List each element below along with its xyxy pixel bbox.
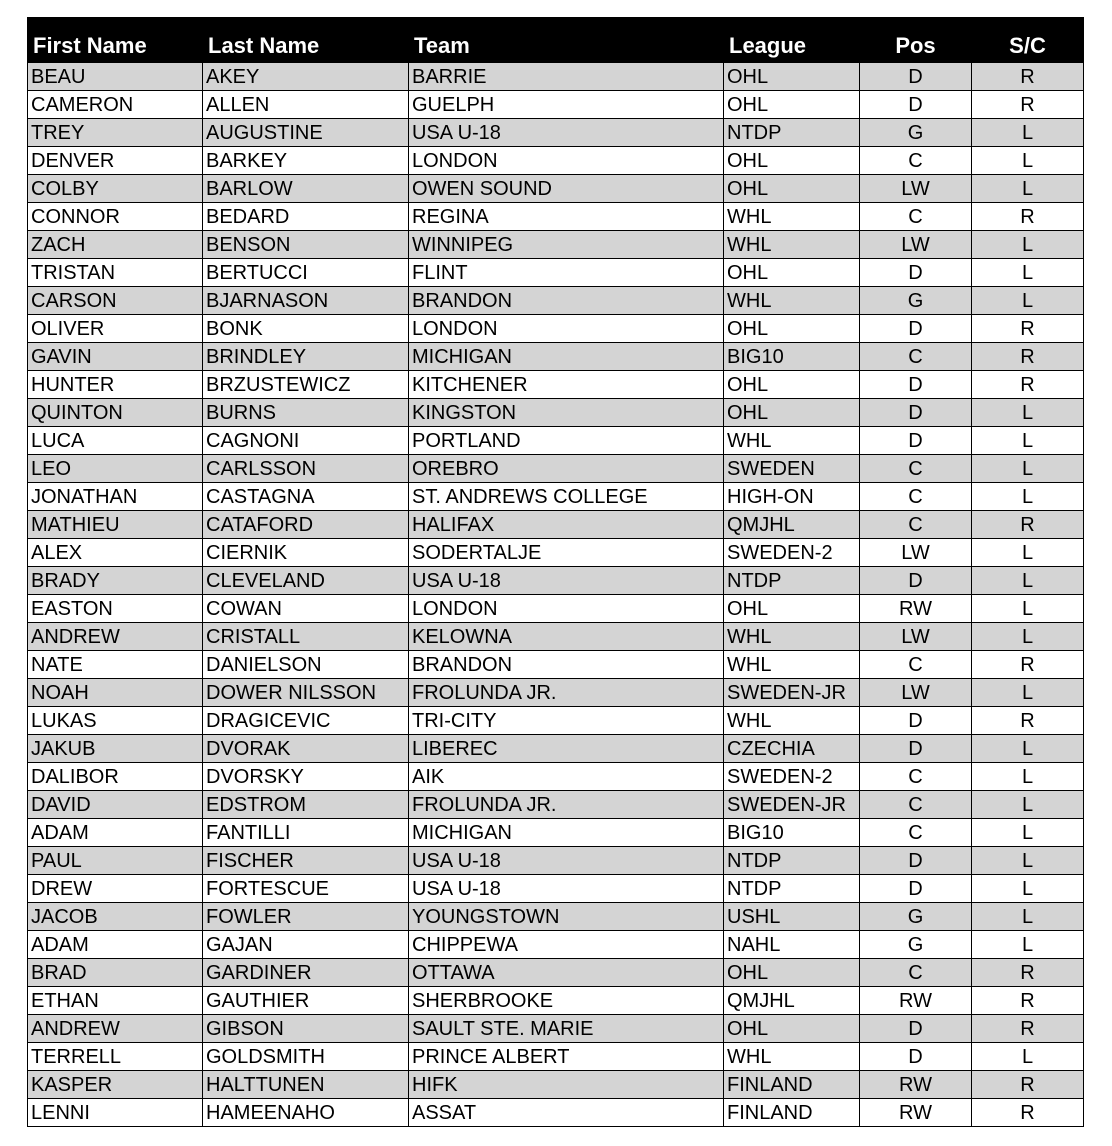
cell-team: PRINCE ALBERT — [409, 1043, 724, 1071]
cell-shoots-catches: R — [972, 1015, 1084, 1043]
table-row — [28, 1015, 1084, 1043]
table-row — [28, 791, 1084, 819]
cell-pos: D — [860, 91, 972, 119]
cell-first-name: NOAH — [28, 679, 203, 707]
cell-team: USA U-18 — [409, 567, 724, 595]
table-row — [28, 427, 1084, 455]
table-header — [28, 18, 1084, 63]
cell-league: WHL — [724, 427, 860, 455]
header-shoots-catches: S/C — [972, 18, 1084, 63]
cell-first-name: JACOB — [28, 903, 203, 931]
cell-team: MICHIGAN — [409, 343, 724, 371]
cell-last-name: BERTUCCI — [203, 259, 409, 287]
cell-last-name: DRAGICEVIC — [203, 707, 409, 735]
cell-pos: LW — [860, 679, 972, 707]
cell-shoots-catches: L — [972, 819, 1084, 847]
cell-last-name: BARLOW — [203, 175, 409, 203]
cell-team: HALIFAX — [409, 511, 724, 539]
cell-league: NTDP — [724, 119, 860, 147]
table-row — [28, 595, 1084, 623]
cell-first-name: PAUL — [28, 847, 203, 875]
cell-first-name: BRAD — [28, 959, 203, 987]
cell-team: USA U-18 — [409, 875, 724, 903]
table-row — [28, 147, 1084, 175]
table-row — [28, 315, 1084, 343]
cell-first-name: ETHAN — [28, 987, 203, 1015]
cell-pos: C — [860, 959, 972, 987]
cell-last-name: BONK — [203, 315, 409, 343]
table-row — [28, 623, 1084, 651]
cell-first-name: DREW — [28, 875, 203, 903]
cell-team: KITCHENER — [409, 371, 724, 399]
cell-league: BIG10 — [724, 819, 860, 847]
cell-team: OREBRO — [409, 455, 724, 483]
cell-first-name: OLIVER — [28, 315, 203, 343]
cell-team: KINGSTON — [409, 399, 724, 427]
table-row — [28, 483, 1084, 511]
cell-shoots-catches: L — [972, 539, 1084, 567]
cell-pos: RW — [860, 1071, 972, 1099]
cell-pos: G — [860, 931, 972, 959]
header-first-name: First Name — [28, 18, 203, 63]
cell-first-name: KASPER — [28, 1071, 203, 1099]
cell-last-name: DVORAK — [203, 735, 409, 763]
cell-team: LIBEREC — [409, 735, 724, 763]
cell-first-name: TRISTAN — [28, 259, 203, 287]
cell-league: OHL — [724, 147, 860, 175]
cell-shoots-catches: L — [972, 231, 1084, 259]
cell-team: BRANDON — [409, 287, 724, 315]
table-body — [28, 63, 1084, 1127]
cell-shoots-catches: L — [972, 287, 1084, 315]
cell-last-name: BJARNASON — [203, 287, 409, 315]
cell-league: WHL — [724, 1043, 860, 1071]
cell-pos: C — [860, 651, 972, 679]
cell-last-name: ALLEN — [203, 91, 409, 119]
table-row — [28, 455, 1084, 483]
cell-shoots-catches: R — [972, 343, 1084, 371]
cell-shoots-catches: R — [972, 371, 1084, 399]
cell-first-name: DALIBOR — [28, 763, 203, 791]
cell-last-name: BARKEY — [203, 147, 409, 175]
cell-pos: D — [860, 707, 972, 735]
table-row — [28, 203, 1084, 231]
cell-team: TRI-CITY — [409, 707, 724, 735]
cell-league: OHL — [724, 959, 860, 987]
cell-shoots-catches: R — [972, 959, 1084, 987]
table-row — [28, 819, 1084, 847]
cell-last-name: DOWER NILSSON — [203, 679, 409, 707]
cell-pos: D — [860, 259, 972, 287]
cell-first-name: QUINTON — [28, 399, 203, 427]
header-row — [28, 18, 1084, 63]
header-league: League — [724, 18, 860, 63]
cell-shoots-catches: L — [972, 763, 1084, 791]
cell-first-name: ADAM — [28, 819, 203, 847]
cell-shoots-catches: R — [972, 1099, 1084, 1127]
cell-pos: LW — [860, 175, 972, 203]
cell-first-name: DENVER — [28, 147, 203, 175]
table-row — [28, 91, 1084, 119]
cell-team: OTTAWA — [409, 959, 724, 987]
cell-shoots-catches: R — [972, 707, 1084, 735]
cell-first-name: CAMERON — [28, 91, 203, 119]
cell-league: NTDP — [724, 567, 860, 595]
cell-team: FROLUNDA JR. — [409, 679, 724, 707]
cell-team: LONDON — [409, 315, 724, 343]
cell-last-name: BENSON — [203, 231, 409, 259]
cell-first-name: BEAU — [28, 63, 203, 91]
cell-pos: C — [860, 763, 972, 791]
cell-first-name: LENNI — [28, 1099, 203, 1127]
cell-shoots-catches: L — [972, 567, 1084, 595]
cell-league: QMJHL — [724, 987, 860, 1015]
cell-league: OHL — [724, 595, 860, 623]
cell-pos: LW — [860, 623, 972, 651]
cell-league: USHL — [724, 903, 860, 931]
cell-shoots-catches: R — [972, 987, 1084, 1015]
cell-last-name: DANIELSON — [203, 651, 409, 679]
cell-shoots-catches: R — [972, 1071, 1084, 1099]
cell-team: LONDON — [409, 595, 724, 623]
cell-pos: RW — [860, 1099, 972, 1127]
cell-team: SAULT STE. MARIE — [409, 1015, 724, 1043]
cell-team: AIK — [409, 763, 724, 791]
cell-league: SWEDEN-JR — [724, 679, 860, 707]
table-row — [28, 1043, 1084, 1071]
table-row — [28, 539, 1084, 567]
cell-team: OWEN SOUND — [409, 175, 724, 203]
cell-team: PORTLAND — [409, 427, 724, 455]
cell-league: SWEDEN — [724, 455, 860, 483]
cell-shoots-catches: L — [972, 595, 1084, 623]
cell-team: ST. ANDREWS COLLEGE — [409, 483, 724, 511]
cell-first-name: ANDREW — [28, 1015, 203, 1043]
table-row — [28, 1071, 1084, 1099]
cell-pos: C — [860, 819, 972, 847]
cell-shoots-catches: R — [972, 315, 1084, 343]
table-row — [28, 259, 1084, 287]
cell-shoots-catches: L — [972, 735, 1084, 763]
cell-league: NTDP — [724, 875, 860, 903]
table-row — [28, 371, 1084, 399]
cell-first-name: MATHIEU — [28, 511, 203, 539]
cell-shoots-catches: L — [972, 791, 1084, 819]
cell-pos: C — [860, 483, 972, 511]
cell-last-name: CAGNONI — [203, 427, 409, 455]
cell-team: REGINA — [409, 203, 724, 231]
cell-shoots-catches: L — [972, 175, 1084, 203]
cell-league: FINLAND — [724, 1099, 860, 1127]
cell-shoots-catches: L — [972, 259, 1084, 287]
cell-league: SWEDEN-2 — [724, 763, 860, 791]
cell-pos: D — [860, 735, 972, 763]
cell-first-name: CONNOR — [28, 203, 203, 231]
cell-pos: D — [860, 371, 972, 399]
cell-pos: C — [860, 791, 972, 819]
cell-first-name: ZACH — [28, 231, 203, 259]
cell-last-name: CRISTALL — [203, 623, 409, 651]
cell-league: OHL — [724, 399, 860, 427]
cell-league: OHL — [724, 175, 860, 203]
cell-pos: D — [860, 315, 972, 343]
cell-pos: RW — [860, 987, 972, 1015]
cell-team: KELOWNA — [409, 623, 724, 651]
cell-league: WHL — [724, 707, 860, 735]
cell-team: MICHIGAN — [409, 819, 724, 847]
cell-last-name: GOLDSMITH — [203, 1043, 409, 1071]
header-team: Team — [409, 18, 724, 63]
cell-pos: C — [860, 203, 972, 231]
cell-league: CZECHIA — [724, 735, 860, 763]
cell-shoots-catches: L — [972, 623, 1084, 651]
cell-shoots-catches: L — [972, 679, 1084, 707]
cell-last-name: GARDINER — [203, 959, 409, 987]
cell-last-name: BRINDLEY — [203, 343, 409, 371]
table-row — [28, 679, 1084, 707]
table-row — [28, 567, 1084, 595]
header-last-name: Last Name — [203, 18, 409, 63]
cell-team: BRANDON — [409, 651, 724, 679]
cell-last-name: CASTAGNA — [203, 483, 409, 511]
cell-team: ASSAT — [409, 1099, 724, 1127]
cell-pos: D — [860, 1043, 972, 1071]
cell-pos: G — [860, 903, 972, 931]
cell-first-name: LEO — [28, 455, 203, 483]
cell-last-name: COWAN — [203, 595, 409, 623]
cell-last-name: CIERNIK — [203, 539, 409, 567]
cell-shoots-catches: R — [972, 63, 1084, 91]
cell-league: OHL — [724, 1015, 860, 1043]
cell-shoots-catches: L — [972, 1043, 1084, 1071]
cell-league: FINLAND — [724, 1071, 860, 1099]
cell-first-name: EASTON — [28, 595, 203, 623]
cell-first-name: HUNTER — [28, 371, 203, 399]
cell-first-name: COLBY — [28, 175, 203, 203]
table-row — [28, 287, 1084, 315]
cell-team: GUELPH — [409, 91, 724, 119]
cell-last-name: AUGUSTINE — [203, 119, 409, 147]
roster-sheet — [27, 17, 1084, 1127]
cell-league: WHL — [724, 623, 860, 651]
cell-league: OHL — [724, 315, 860, 343]
cell-shoots-catches: L — [972, 147, 1084, 175]
cell-first-name: TERRELL — [28, 1043, 203, 1071]
cell-first-name: DAVID — [28, 791, 203, 819]
cell-team: HIFK — [409, 1071, 724, 1099]
cell-shoots-catches: L — [972, 119, 1084, 147]
cell-last-name: FISCHER — [203, 847, 409, 875]
cell-pos: D — [860, 875, 972, 903]
cell-pos: D — [860, 567, 972, 595]
cell-pos: RW — [860, 595, 972, 623]
cell-first-name: TREY — [28, 119, 203, 147]
cell-league: OHL — [724, 371, 860, 399]
cell-last-name: BEDARD — [203, 203, 409, 231]
cell-league: WHL — [724, 231, 860, 259]
cell-pos: C — [860, 343, 972, 371]
cell-shoots-catches: L — [972, 399, 1084, 427]
header-pos: Pos — [860, 18, 972, 63]
cell-last-name: DVORSKY — [203, 763, 409, 791]
cell-team: BARRIE — [409, 63, 724, 91]
cell-last-name: BURNS — [203, 399, 409, 427]
cell-last-name: CLEVELAND — [203, 567, 409, 595]
cell-first-name: LUCA — [28, 427, 203, 455]
cell-league: NAHL — [724, 931, 860, 959]
table-row — [28, 875, 1084, 903]
cell-pos: D — [860, 399, 972, 427]
cell-league: OHL — [724, 63, 860, 91]
cell-last-name: CATAFORD — [203, 511, 409, 539]
cell-first-name: GAVIN — [28, 343, 203, 371]
cell-last-name: HALTTUNEN — [203, 1071, 409, 1099]
cell-shoots-catches: L — [972, 455, 1084, 483]
cell-shoots-catches: L — [972, 875, 1084, 903]
cell-shoots-catches: L — [972, 483, 1084, 511]
cell-league: SWEDEN-2 — [724, 539, 860, 567]
table-row — [28, 511, 1084, 539]
table-row — [28, 63, 1084, 91]
cell-shoots-catches: R — [972, 203, 1084, 231]
table-row — [28, 763, 1084, 791]
cell-pos: D — [860, 63, 972, 91]
table-row — [28, 735, 1084, 763]
cell-last-name: FORTESCUE — [203, 875, 409, 903]
cell-last-name: GAJAN — [203, 931, 409, 959]
cell-first-name: JONATHAN — [28, 483, 203, 511]
cell-last-name: GAUTHIER — [203, 987, 409, 1015]
cell-team: USA U-18 — [409, 847, 724, 875]
roster-table — [27, 17, 1084, 1127]
cell-last-name: HAMEENAHO — [203, 1099, 409, 1127]
cell-last-name: FOWLER — [203, 903, 409, 931]
cell-league: WHL — [724, 203, 860, 231]
table-row — [28, 651, 1084, 679]
cell-team: YOUNGSTOWN — [409, 903, 724, 931]
cell-league: SWEDEN-JR — [724, 791, 860, 819]
cell-league: WHL — [724, 287, 860, 315]
cell-league: OHL — [724, 259, 860, 287]
cell-league: NTDP — [724, 847, 860, 875]
cell-pos: LW — [860, 231, 972, 259]
table-row — [28, 847, 1084, 875]
cell-team: FROLUNDA JR. — [409, 791, 724, 819]
cell-pos: G — [860, 119, 972, 147]
cell-pos: C — [860, 147, 972, 175]
cell-team: WINNIPEG — [409, 231, 724, 259]
cell-shoots-catches: L — [972, 427, 1084, 455]
cell-league: HIGH-ON — [724, 483, 860, 511]
cell-pos: LW — [860, 539, 972, 567]
cell-first-name: CARSON — [28, 287, 203, 315]
cell-team: LONDON — [409, 147, 724, 175]
table-row — [28, 931, 1084, 959]
table-row — [28, 399, 1084, 427]
cell-first-name: NATE — [28, 651, 203, 679]
cell-first-name: ADAM — [28, 931, 203, 959]
table-row — [28, 119, 1084, 147]
cell-last-name: CARLSSON — [203, 455, 409, 483]
cell-first-name: JAKUB — [28, 735, 203, 763]
table-row — [28, 1099, 1084, 1127]
cell-last-name: FANTILLI — [203, 819, 409, 847]
cell-first-name: BRADY — [28, 567, 203, 595]
table-row — [28, 175, 1084, 203]
cell-league: QMJHL — [724, 511, 860, 539]
cell-last-name: BRZUSTEWICZ — [203, 371, 409, 399]
cell-last-name: AKEY — [203, 63, 409, 91]
cell-pos: C — [860, 455, 972, 483]
cell-first-name: LUKAS — [28, 707, 203, 735]
cell-shoots-catches: R — [972, 651, 1084, 679]
cell-league: OHL — [724, 91, 860, 119]
cell-team: CHIPPEWA — [409, 931, 724, 959]
table-row — [28, 707, 1084, 735]
table-row — [28, 959, 1084, 987]
table-row — [28, 987, 1084, 1015]
cell-team: SHERBROOKE — [409, 987, 724, 1015]
cell-pos: D — [860, 1015, 972, 1043]
cell-team: SODERTALJE — [409, 539, 724, 567]
cell-last-name: EDSTROM — [203, 791, 409, 819]
cell-team: FLINT — [409, 259, 724, 287]
table-row — [28, 231, 1084, 259]
cell-shoots-catches: R — [972, 511, 1084, 539]
cell-shoots-catches: L — [972, 931, 1084, 959]
cell-first-name: ANDREW — [28, 623, 203, 651]
cell-team: USA U-18 — [409, 119, 724, 147]
cell-pos: C — [860, 511, 972, 539]
cell-shoots-catches: L — [972, 903, 1084, 931]
table-row — [28, 903, 1084, 931]
table-row — [28, 343, 1084, 371]
cell-pos: G — [860, 287, 972, 315]
cell-shoots-catches: L — [972, 847, 1084, 875]
cell-league: WHL — [724, 651, 860, 679]
cell-pos: D — [860, 847, 972, 875]
cell-pos: D — [860, 427, 972, 455]
cell-league: BIG10 — [724, 343, 860, 371]
cell-last-name: GIBSON — [203, 1015, 409, 1043]
cell-shoots-catches: R — [972, 91, 1084, 119]
cell-first-name: ALEX — [28, 539, 203, 567]
